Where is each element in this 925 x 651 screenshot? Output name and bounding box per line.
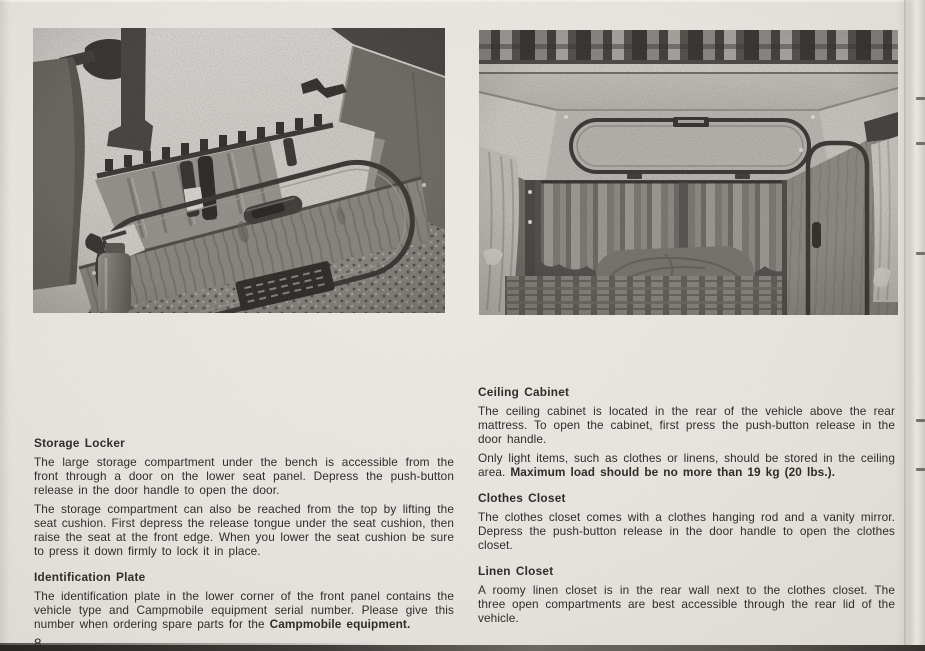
page-edge-mark bbox=[916, 468, 925, 471]
paragraph-clothes-closet: The clothes closet comes with a clothes hanging rod and a vanity mirror. Depress the push-button release in the door handle to open the clothes closet. bbox=[478, 510, 895, 552]
page-edge-mark bbox=[916, 97, 925, 100]
page-bottom-shadow bbox=[0, 645, 925, 651]
page-edge-left bbox=[0, 0, 10, 651]
heading-identification-plate: Identification Plate bbox=[34, 570, 146, 584]
storage-locker-photo-art bbox=[33, 28, 445, 313]
paragraph-identification-plate bbox=[34, 589, 454, 631]
heading-linen-closet: Linen Closet bbox=[478, 564, 554, 578]
paragraph-storage-locker-2: The storage compartment can also be reached from the top by lifting the seat cushion. First depress the release tongue under the seat cushion, then raise the seat at the front edge. When you lower the seat cushion be sure to press it down firmly to lock it in place. bbox=[34, 502, 454, 558]
page-edge-mark bbox=[916, 419, 925, 422]
paragraph-ceiling-cabinet-1: The ceiling cabinet is located in the rear of the vehicle above the rear mattress. To open the cabinet, first press the push-button release in the door handle. bbox=[478, 404, 895, 446]
identification-plate-bold-text: Campmobile equipment. bbox=[269, 617, 411, 631]
page-edge-mark bbox=[916, 142, 925, 145]
heading-storage-locker: Storage Locker bbox=[34, 436, 125, 450]
paragraph-ceiling-cabinet-2 bbox=[478, 451, 895, 479]
heading-clothes-closet: Clothes Closet bbox=[478, 491, 566, 505]
left-text-column bbox=[34, 436, 454, 651]
paragraph-storage-locker-1: The large storage compartment under the bench is accessible from the front through a door on the lower seat panel. Depress the push-button release in the door handle to open the door. bbox=[34, 455, 454, 497]
ceiling-cabinet-bold-text: Maximum load should be no more than 19 kg (20 lbs.). bbox=[510, 465, 836, 479]
page-edge-mark bbox=[916, 252, 925, 255]
page-edge-top bbox=[0, 0, 925, 3]
ceiling-cabinet-text: Only light items, such as clothes or linens, should be stored in the ceiling area. bbox=[478, 451, 895, 479]
paragraph-linen-closet: A roomy linen closet is in the rear wall next to the clothes closet. The three open compartments are best accessible through the rear lid of the vehicle. bbox=[478, 583, 895, 625]
heading-ceiling-cabinet: Ceiling Cabinet bbox=[478, 385, 570, 399]
page-edge-crease bbox=[904, 0, 906, 651]
ceiling-cabinet-photo bbox=[479, 30, 898, 315]
ceiling-cabinet-photo-art bbox=[479, 30, 898, 315]
right-text-column bbox=[478, 385, 895, 630]
identification-plate-text: The identification plate in the lower corner of the front panel contains the vehicle type and Campmobile equipment serial number. Please give this number when ordering spare parts for the bbox=[34, 589, 454, 631]
storage-locker-photo bbox=[33, 28, 445, 313]
